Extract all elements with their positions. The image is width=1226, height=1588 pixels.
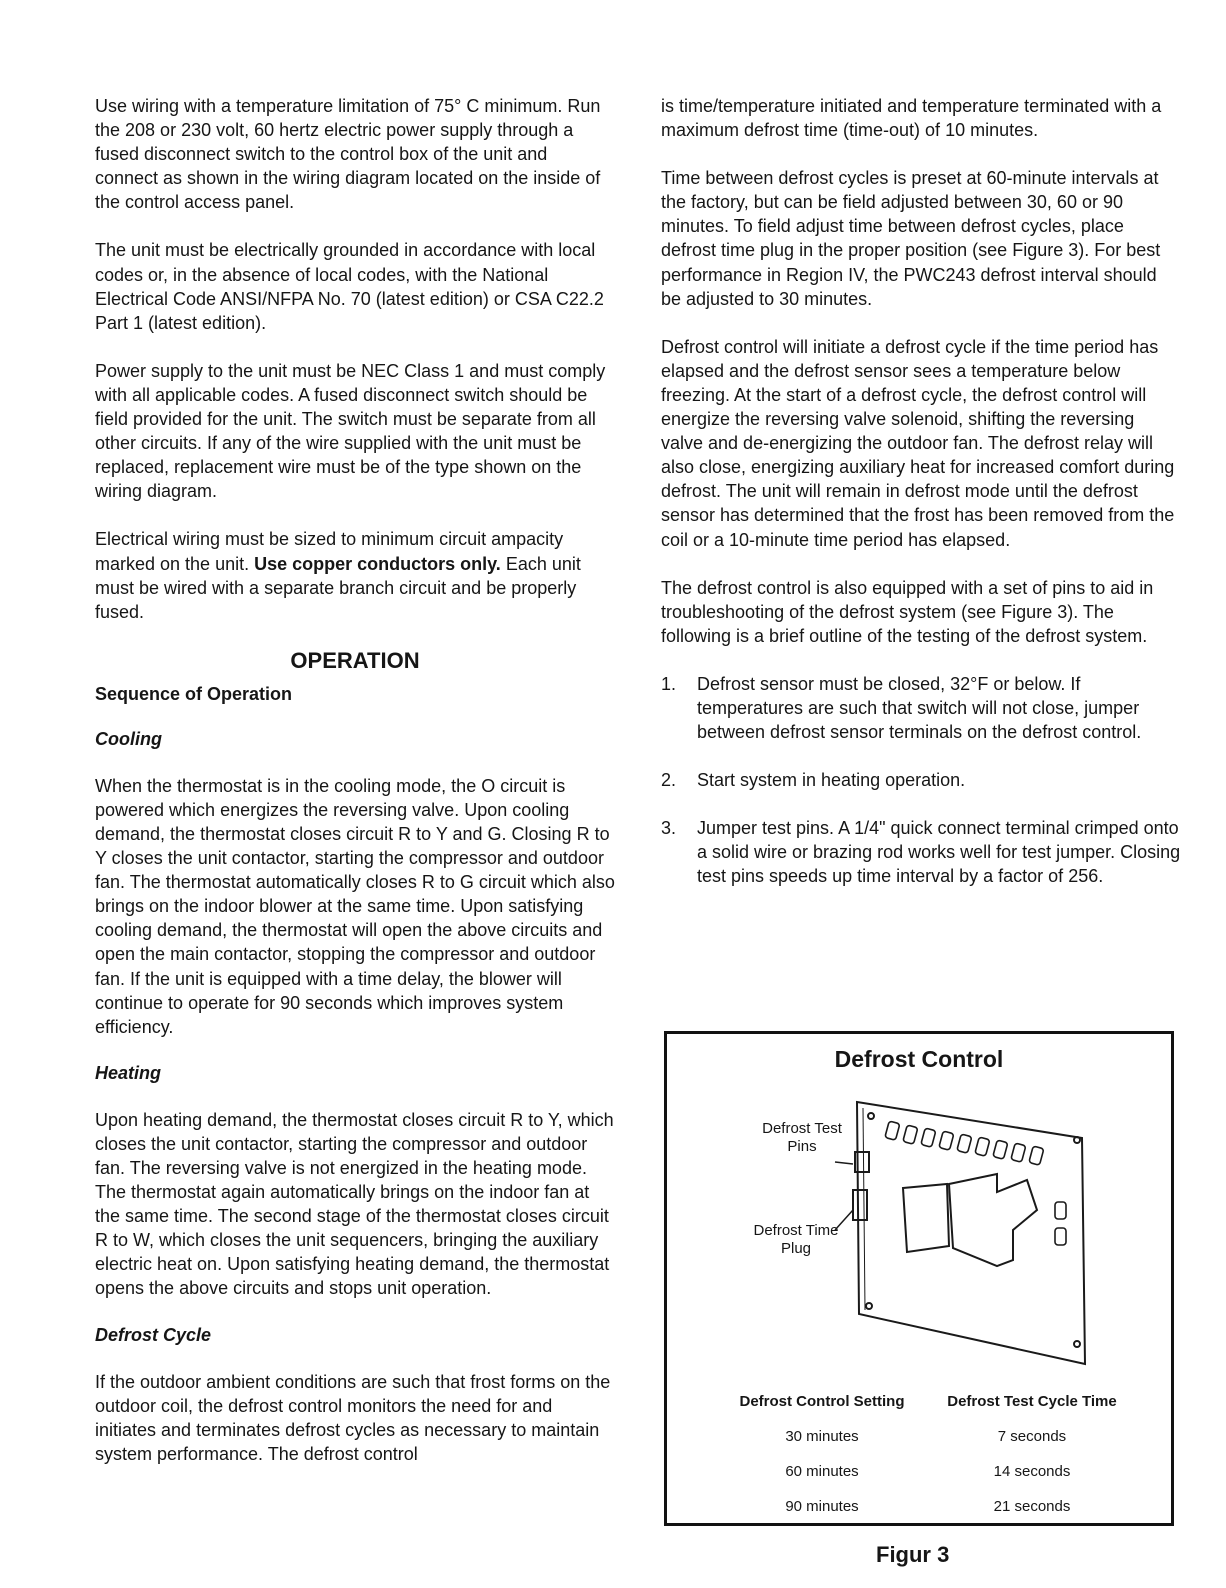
paragraph-defrost-termination: is time/temperature initiated and temperature terminated with a maximum defrost time (time-out) of 10 minutes. [661,96,1162,141]
paragraph-defrost-cycle: If the outdoor ambient conditions are such that frost forms on the outdoor coil, the defrost control monitors the need for and initiates and terminates defrost cycles as necessary to maintain system performance. The defrost control [95,1371,611,1464]
label-time-plug: Defrost Time Plug [753,1222,839,1257]
label-test-pins: Defrost Test Pins [762,1120,842,1155]
figure-caption: Figur 3 [876,1542,950,1567]
table-cell: 60 minutes [785,1463,859,1480]
column-header: Defrost Test Cycle Time [947,1393,1117,1410]
table-row [717,1454,1137,1489]
table-row [717,1419,1137,1454]
left-column [95,94,615,1466]
column-header: Defrost Control Setting [739,1393,905,1410]
list-item [661,816,1181,888]
defrost-settings-table [717,1384,1137,1524]
heading-defrost-cycle: Defrost Cycle [95,1324,212,1345]
paragraph-defrost-interval: Time between defrost cycles is preset at 60-minute intervals at the factory, but can be field adjusted between 30, 60 or 90 minutes. To field adjust time between defrost cycles, place defrost time plug in the proper position (see Figure 3). For best performance in Region IV, the PWC243 defrost interval should be adjusted to 30 minutes. [661,168,1161,309]
step-number: 2. [661,770,677,791]
table-row [717,1489,1137,1524]
paragraph-grounding: The unit must be electrically grounded in accordance with local codes or, in the absence of local codes, with the National Electrical Code ANSI/NFPA No. 70 (latest edition) or CSA C22.2 Part 1 (latest edition). [95,240,604,333]
heading-cooling: Cooling [95,728,162,749]
paragraph-wiring: Use wiring with a temperature limitation of 75° C minimum. Run the 208 or 230 volt, 60 hertz electric power supply through a fused disconnect switch to the control box of the unit and connect as shown in the wiring diagram located on the inside of the control access panel. [95,96,601,213]
paragraph-heating: Upon heating demand, the thermostat closes circuit R to Y, which closes the unit contactor, starting the compressor and outdoor fan. The reversing valve is not energized in the heating mode. The thermostat again automatically brings on the indoor fan at the same time. The second stage of the thermostat closes circuit R to W, which closes the unit sequencers, bringing the auxiliary electric heat on. Upon satisfying heating demand, the thermostat opens the above circuits and stops unit operation. [95,1109,614,1299]
table-header-row [717,1384,1137,1419]
paragraph-test-pins: The defrost control is also equipped with a set of pins to aid in troubleshooting of the defrost system (see Figure 3). The following is a brief outline of the testing of the defrost system. [661,577,1154,646]
sensor-terminals [1055,1202,1066,1245]
paragraph-defrost-initiate: Defrost control will initiate a defrost cycle if the time period has elapsed and the defrost sensor sees a temperature below freezing. At the start of a defrost cycle, the defrost control will energize the reversing valve solenoid, shifting the reversing valve and de-energizing the outdoor fan. The defrost relay will also close, energizing auxiliary heat for increased comfort during defrost. The unit will remain in defrost mode until the defrost sensor has determined that the frost has been removed from the coil or a 10-minute time period has elapsed. [661,336,1175,550]
figure-title: Defrost Control [834,1046,1004,1072]
table-cell: 14 seconds [993,1463,1071,1480]
section-heading-operation: OPERATION [290,647,420,673]
copper-note: Use copper conductors only. [254,553,501,574]
paragraph-cooling: When the thermostat is in the cooling mode, the O circuit is powered which energizes the reversing valve. Upon cooling demand, the thermostat closes circuit R to Y and G. Closing R to Y closes the unit contactor, starting the compressor and outdoor fan. The thermostat automatically closes R to G circuit which also brings on the indoor blower at the same time. Upon satisfying cooling demand, the thermostat will open the above circuits and open the main contactor, stopping the compressor and outdoor fan. If the unit is equipped with a time delay, the blower will continue to operate for 90 seconds which improves system efficiency. [95,775,615,1037]
relay [903,1184,949,1252]
paragraph-power-supply: Power supply to the unit must be NEC Class 1 and must comply with all applicable codes. A fused disconnect switch should be field provided for the unit. The switch must be separate from all other circuits. If any of the wire supplied with the unit must be replaced, replacement wire must be of the type shown on the wiring diagram. [95,360,606,502]
defrost-control-figure [664,1031,1174,1526]
table-cell: 7 seconds [997,1428,1067,1445]
wire-sizing-text-end: Each unit must be wired with a separate branch circuit and be properly fused. [95,553,581,622]
heading-heating: Heating [95,1062,162,1083]
step-text: Start system in heating operation. [697,770,966,791]
wire-sizing-text: Electrical wiring must be sized to minimum circuit ampacity marked on the unit. [95,529,564,574]
paragraph-wire-sizing [95,527,615,623]
step-text: Defrost sensor must be closed, 32°F or below. If temperatures are such that switch will not close, jumper between defrost sensor terminals on the defrost control. [697,673,1142,743]
step-number: 3. [661,818,677,839]
step-text: Jumper test pins. A 1/4" quick connect terminal crimped onto a solid wire or brazing rod works well for test jumper. Closing test pins speeds up time interval by a factor of 256. [697,818,1181,887]
step-number: 1. [661,673,677,694]
subheading-sequence: Sequence of Operation [95,683,293,704]
time-plug [853,1190,867,1220]
list-item [661,768,1181,792]
table-cell: 21 seconds [993,1498,1071,1515]
transformer [949,1174,1037,1266]
table-cell: 30 minutes [785,1428,859,1445]
table-cell: 90 minutes [785,1498,859,1515]
right-column [661,94,1181,889]
list-item [661,672,1181,744]
